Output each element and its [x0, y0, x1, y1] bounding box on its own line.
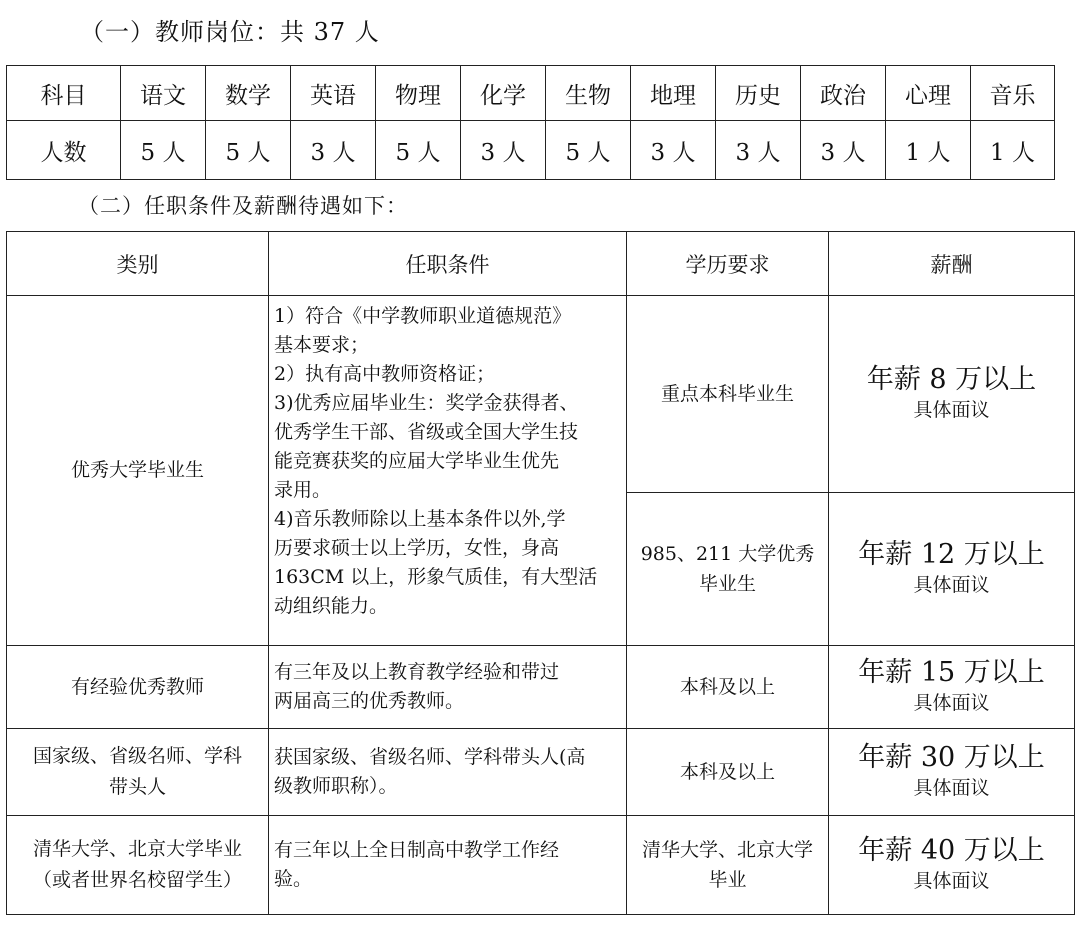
salary-amount: 年薪 40 万以上: [858, 835, 1045, 866]
conditions-cell: [269, 816, 627, 915]
condition-line: 级教师职称）。: [274, 775, 398, 797]
subject-count: 3 人: [716, 121, 801, 180]
condition-line: 能竞赛获奖的应届大学毕业生优先: [274, 450, 560, 472]
salary-note: 具体面议: [913, 870, 990, 892]
salary-amount: 年薪 30 万以上: [858, 742, 1045, 773]
condition-line: 4)音乐教师除以上基本条件以外,学: [274, 508, 566, 530]
category-line: 带头人: [108, 776, 166, 798]
education-cell: [627, 493, 829, 646]
condition-line: 有三年及以上教育教学经验和带过: [274, 661, 560, 683]
row-label-subject: 科目: [7, 66, 121, 121]
salary-cell: [829, 729, 1075, 816]
subject-name: 心理: [886, 66, 971, 121]
header-category: 类别: [7, 232, 269, 296]
condition-line: 获国家级、省级名师、学科带头人(高: [274, 746, 586, 768]
subject-count: 5 人: [121, 121, 206, 180]
salary-cell: [829, 646, 1075, 729]
header-education: 学历要求: [627, 232, 829, 296]
table-header-row: [7, 232, 1075, 296]
salary-amount: 年薪 8 万以上: [866, 364, 1037, 395]
section2-title: （二）任职条件及薪酬待遇如下：: [78, 194, 408, 218]
subject-count: 3 人: [291, 121, 376, 180]
condition-line: 163CM 以上，形象气质佳，有大型活: [274, 566, 598, 588]
table-row: [7, 729, 1075, 816]
education-cell: 本科及以上: [627, 646, 829, 729]
condition-line: 1）符合《中学教师职业道德规范》: [274, 305, 572, 327]
subject-name: 地理: [631, 66, 716, 121]
condition-line: 优秀学生干部、省级或全国大学生技: [274, 421, 579, 443]
subject-name: 数学: [206, 66, 291, 121]
education-cell: 本科及以上: [627, 729, 829, 816]
subject-count: 1 人: [886, 121, 971, 180]
education-line: 985、211 大学优秀: [640, 543, 815, 565]
salary-amount: 年薪 12 万以上: [858, 539, 1045, 570]
subject-name: 生物: [546, 66, 631, 121]
condition-line: 历要求硕士以上学历，女性，身高: [274, 537, 560, 559]
education-line: 毕业生: [698, 573, 756, 595]
education-line: 清华大学、北京大学: [641, 839, 813, 861]
table-row: [7, 816, 1075, 915]
subject-name: 政治: [801, 66, 886, 121]
subject-name: 化学: [461, 66, 546, 121]
salary-amount: 年薪 15 万以上: [858, 657, 1045, 688]
header-salary: 薪酬: [829, 232, 1075, 296]
salary-cell: [829, 296, 1075, 493]
condition-line: 动组织能力。: [274, 595, 389, 617]
subject-name: 物理: [376, 66, 461, 121]
conditions-cell: [269, 296, 627, 646]
education-cell: [627, 816, 829, 915]
subject-name: 语文: [121, 66, 206, 121]
category-line: 国家级、省级名师、学科: [32, 745, 242, 767]
education-cell: 重点本科毕业生: [627, 296, 829, 493]
category-line: 清华大学、北京大学毕业: [32, 838, 242, 860]
category-cell: 优秀大学毕业生: [7, 296, 269, 646]
header-conditions: 任职条件: [269, 232, 627, 296]
condition-line: 录用。: [274, 479, 332, 501]
conditions-table: [6, 231, 1075, 915]
salary-cell: [829, 816, 1075, 915]
counts-row: [7, 121, 1055, 180]
row-label-count: 人数: [7, 121, 121, 180]
condition-line: 两届高三的优秀教师。: [274, 690, 465, 712]
condition-line: 3)优秀应届毕业生：奖学金获得者、: [274, 392, 579, 414]
salary-note: 具体面议: [913, 574, 990, 596]
conditions-cell: [269, 646, 627, 729]
table-row: [7, 296, 1075, 493]
category-cell: [7, 816, 269, 915]
salary-note: 具体面议: [913, 777, 990, 799]
subject-name: 音乐: [971, 66, 1055, 121]
category-cell: [7, 729, 269, 816]
section1-title: （一）教师岗位：共 37 人: [80, 18, 380, 46]
subject-name: 英语: [291, 66, 376, 121]
salary-note: 具体面议: [913, 692, 990, 714]
condition-line: 有三年以上全日制高中教学工作经: [274, 839, 560, 861]
subject-count: 3 人: [461, 121, 546, 180]
subject-count: 5 人: [546, 121, 631, 180]
condition-line: 2）执有高中教师资格证；: [274, 363, 496, 385]
subject-name: 历史: [716, 66, 801, 121]
table-row: [7, 646, 1075, 729]
education-line: 毕业: [708, 869, 747, 891]
subjects-row: [7, 66, 1055, 121]
category-line: （或者世界名校留学生）: [32, 869, 242, 891]
condition-line: 基本要求；: [274, 334, 370, 356]
salary-cell: [829, 493, 1075, 646]
subject-count: 5 人: [206, 121, 291, 180]
subject-count: 3 人: [631, 121, 716, 180]
subject-count: 1 人: [971, 121, 1055, 180]
salary-note: 具体面议: [913, 399, 990, 421]
subject-count: 3 人: [801, 121, 886, 180]
category-cell: 有经验优秀教师: [7, 646, 269, 729]
conditions-cell: [269, 729, 627, 816]
condition-line: 验。: [274, 868, 313, 890]
subjects-table: [6, 65, 1055, 180]
subject-count: 5 人: [376, 121, 461, 180]
